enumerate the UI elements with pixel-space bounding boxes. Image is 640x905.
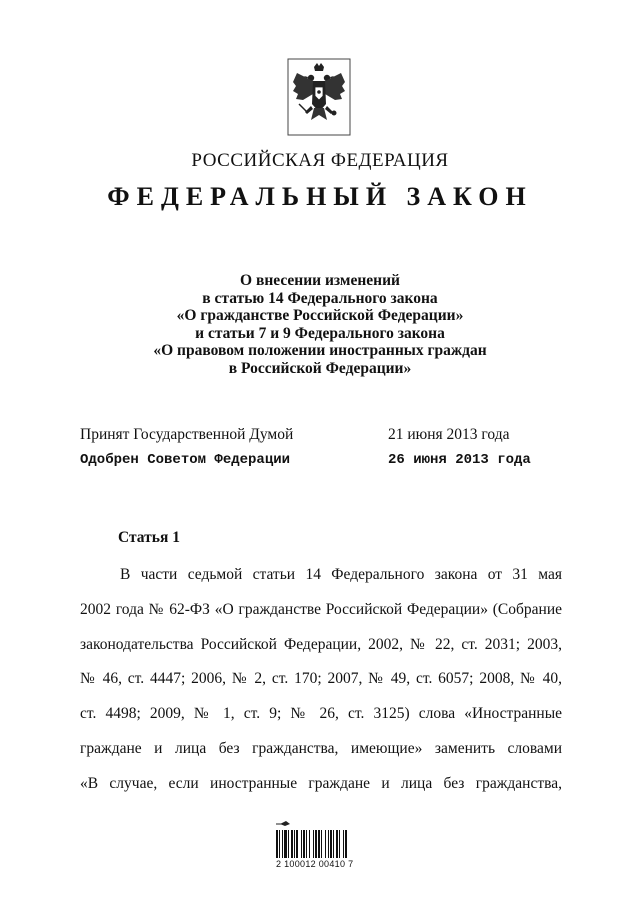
barcode-bar bbox=[279, 830, 280, 858]
article-line: 2002 года № 62-ФЗ «О гражданстве Российской Федерации» (Собрание bbox=[80, 600, 562, 618]
barcode-bar bbox=[309, 830, 310, 858]
subject-line: «О правовом положении иностранных граждан bbox=[153, 342, 487, 359]
barcode-bar bbox=[294, 830, 295, 858]
law-subject bbox=[0, 272, 640, 377]
barcode-bar bbox=[303, 830, 305, 858]
article-line: № 46, ст. 4447; 2006, № 2, ст. 170; 2007, № 49, ст. 6057; 2008, № 40, bbox=[80, 670, 562, 688]
barcode-bar bbox=[313, 830, 314, 858]
barcode-bar bbox=[296, 830, 298, 858]
barcode-bar bbox=[330, 830, 332, 858]
article-line: законодательства Российской Федерации, 2002, № 22, ст. 2031; 2003, bbox=[80, 635, 562, 653]
council-approval-label: Одобрен Советом Федерации bbox=[80, 452, 291, 468]
barcode-bar bbox=[345, 830, 347, 858]
barcode-bar bbox=[325, 830, 326, 858]
barcode-bar bbox=[321, 830, 322, 858]
article-line: «В случае, если иностранные граждане и лица без гражданства, bbox=[80, 774, 562, 792]
council-approval-date: 26 июня 2013 года bbox=[388, 452, 531, 468]
country-name: РОССИЙСКАЯ ФЕДЕРАЦИЯ bbox=[191, 150, 449, 171]
barcode-bar bbox=[339, 830, 340, 858]
article-line: В части седьмой статьи 14 Федерального закона от 31 мая bbox=[120, 566, 562, 583]
barcode-bar bbox=[291, 830, 293, 858]
subject-line: и статьи 7 и 9 Федерального закона bbox=[195, 324, 445, 342]
subject-line: О внесении изменений bbox=[240, 272, 400, 289]
barcode-bar bbox=[315, 830, 317, 858]
coat-of-arms-icon bbox=[287, 58, 351, 136]
barcode-number: 2 100012 00410 7 bbox=[276, 859, 354, 869]
barcode-bar bbox=[284, 830, 287, 858]
barcode-bar bbox=[343, 830, 344, 858]
subject-line: «О гражданстве Российской Федерации» bbox=[176, 307, 464, 324]
barcode-bar bbox=[318, 830, 320, 858]
barcode-bar bbox=[288, 830, 289, 858]
document-type-title: ФЕДЕРАЛЬНЫЙ ЗАКОН bbox=[107, 182, 533, 211]
duma-adoption-label: Принят Государственной Думой bbox=[80, 426, 294, 443]
duma-adoption-date: 21 июня 2013 года bbox=[388, 426, 510, 443]
barcode-bar bbox=[336, 830, 338, 858]
subject-line: в Российской Федерации» bbox=[228, 359, 412, 377]
barcode-bar bbox=[276, 830, 278, 858]
article-heading: Статья 1 bbox=[118, 529, 180, 546]
barcode-icon bbox=[274, 820, 366, 880]
article-line: граждане и лица без гражданства, имеющие» заменить словами bbox=[80, 739, 562, 757]
barcode-bar bbox=[333, 830, 334, 858]
article-body bbox=[80, 562, 562, 806]
article-line: ст. 4498; 2009, № 1, ст. 9; № 26, ст. 3125) слова «Иностранные bbox=[80, 705, 562, 723]
barcode-bar bbox=[328, 830, 329, 858]
subject-line: в статью 14 Федерального закона bbox=[202, 289, 438, 307]
barcode-bar bbox=[282, 830, 283, 858]
barcode-bar bbox=[306, 830, 307, 858]
barcode-bar bbox=[301, 830, 302, 858]
